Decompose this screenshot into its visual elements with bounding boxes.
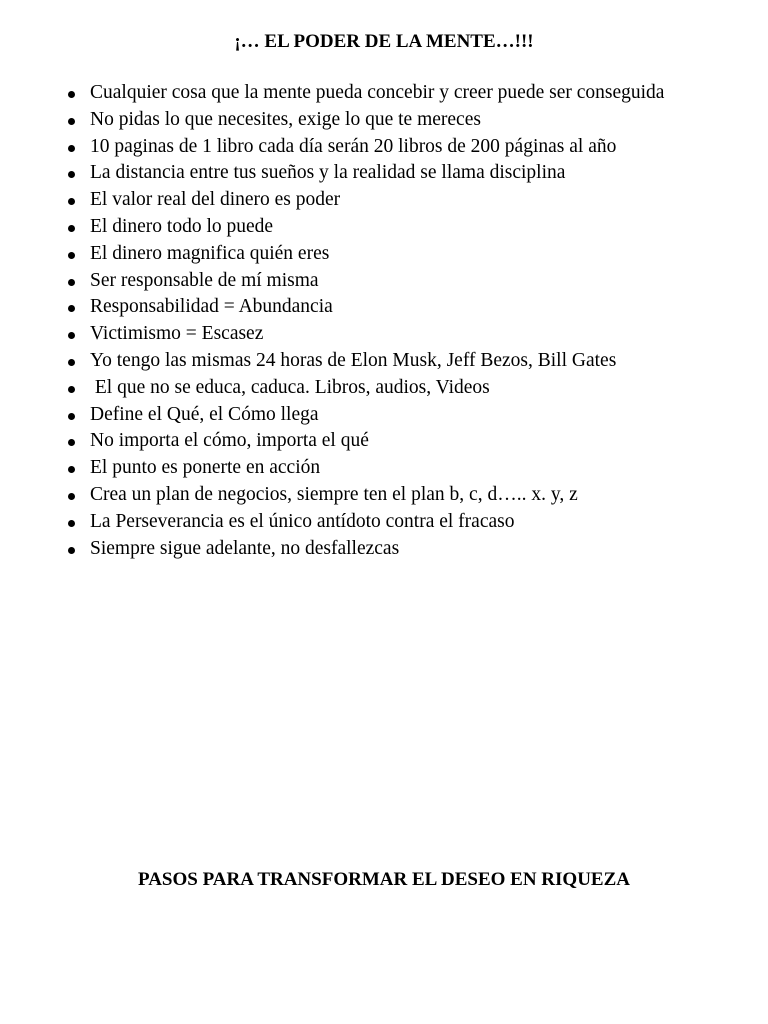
list-item-text: Cualquier cosa que la mente pueda concebir y creer puede ser conseguida bbox=[90, 82, 665, 103]
list-item bbox=[0, 509, 664, 536]
bullet-icon bbox=[68, 91, 75, 98]
list-item-text: 10 paginas de 1 libro cada día serán 20 libros de 200 páginas al año bbox=[90, 135, 617, 157]
list-item bbox=[0, 321, 664, 348]
list-item bbox=[0, 294, 664, 321]
bullet-icon bbox=[68, 386, 75, 393]
bullet-icon bbox=[68, 118, 75, 125]
list-item-text: Responsabilidad = Abundancia bbox=[90, 296, 333, 318]
list-item bbox=[0, 402, 664, 429]
bullet-icon bbox=[68, 225, 75, 232]
list-item bbox=[0, 187, 664, 214]
list-item bbox=[0, 80, 664, 107]
list-item-text: Siempre sigue adelante, no desfallezcas bbox=[90, 537, 400, 559]
document-title: ¡… EL PODER DE LA MENTE…!!! bbox=[234, 31, 534, 52]
section-heading: PASOS PARA TRANSFORMAR EL DESEO EN RIQUEZA bbox=[138, 869, 630, 890]
list-item bbox=[0, 214, 664, 241]
list-item bbox=[0, 375, 664, 402]
list-item-text: Victimismo = Escasez bbox=[90, 323, 264, 345]
list-item bbox=[0, 536, 664, 563]
list-item bbox=[0, 428, 664, 455]
bullet-icon bbox=[68, 252, 75, 259]
list-item bbox=[0, 134, 664, 161]
bullet-icon bbox=[68, 439, 75, 446]
list-item-text: Ser responsable de mí misma bbox=[90, 269, 319, 291]
list-item-text: La Perseverancia es el único antídoto contra el fracaso bbox=[90, 510, 515, 532]
list-item bbox=[0, 160, 664, 187]
list-item-text: Yo tengo las mismas 24 horas de Elon Musk, Jeff Bezos, Bill Gates bbox=[90, 349, 617, 371]
list-item bbox=[0, 107, 664, 134]
bullet-icon bbox=[68, 466, 75, 473]
bullet-list bbox=[0, 80, 664, 562]
list-item-text: Crea un plan de negocios, siempre ten el plan b, c, d….. x. y, z bbox=[90, 483, 578, 505]
bullet-icon bbox=[68, 145, 75, 152]
bullet-icon bbox=[68, 279, 75, 286]
bullet-icon bbox=[68, 198, 75, 205]
bullet-icon bbox=[68, 493, 75, 500]
list-item-text: La distancia entre tus sueños y la realidad se llama disciplina bbox=[90, 162, 566, 184]
bullet-icon bbox=[68, 171, 75, 178]
list-item-text: Define el Qué, el Cómo llega bbox=[90, 403, 319, 425]
list-item-text: El que no se educa, caduca. Libros, audios, Videos bbox=[90, 376, 490, 398]
list-item bbox=[0, 482, 664, 509]
bullet-icon bbox=[68, 547, 75, 554]
list-item bbox=[0, 241, 664, 268]
list-item-text: No importa el cómo, importa el qué bbox=[90, 430, 369, 452]
list-item-text: El dinero todo lo puede bbox=[90, 215, 274, 237]
list-item bbox=[0, 268, 664, 295]
bullet-icon bbox=[68, 359, 75, 366]
bullet-icon bbox=[68, 520, 75, 527]
list-item-text: El punto es ponerte en acción bbox=[90, 457, 321, 479]
list-item bbox=[0, 455, 664, 482]
list-item-text: El dinero magnifica quién eres bbox=[90, 242, 330, 264]
list-item-text: El valor real del dinero es poder bbox=[90, 189, 341, 211]
bullet-icon bbox=[68, 413, 75, 420]
bullet-icon bbox=[68, 332, 75, 339]
list-item bbox=[0, 348, 664, 375]
bullet-icon bbox=[68, 305, 75, 312]
list-item-text: No pidas lo que necesites, exige lo que te mereces bbox=[90, 108, 481, 130]
